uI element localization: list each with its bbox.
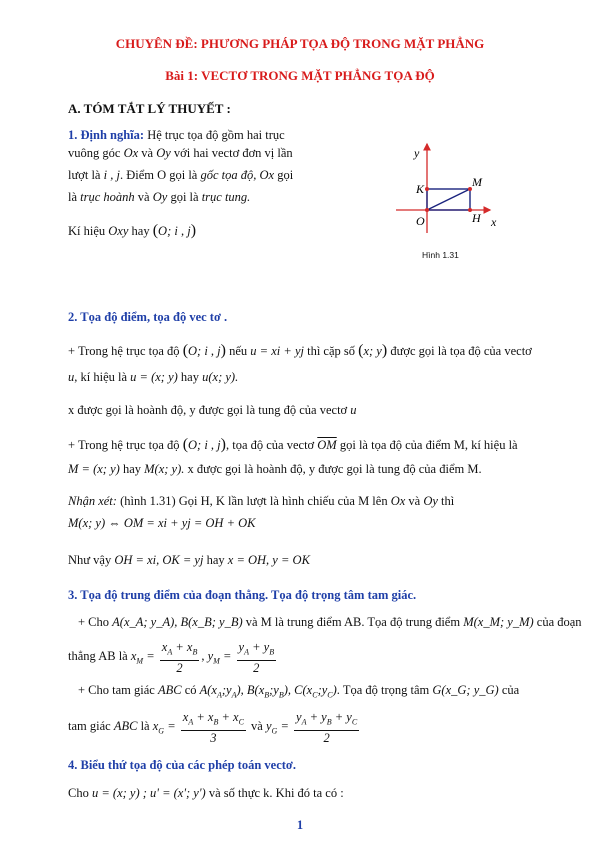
section-4-heading: 4. Biểu thứ tọa độ của các phép toán vectơ. <box>68 758 296 772</box>
coordinate-diagram <box>390 138 510 238</box>
om-segment <box>427 189 470 210</box>
definition-line-4: là trục hoành và Oy gọi là trục tung. <box>68 190 251 204</box>
definition-line-1: 1. Định nghĩa: Hệ trục tọa độ gồm hai trục <box>68 128 285 142</box>
figure-caption: Hình 1.31 <box>422 250 459 260</box>
label-m: M <box>472 175 482 189</box>
section-2-heading: 2. Tọa độ điểm, tọa độ vec tơ . <box>68 310 228 324</box>
sec3-line-3: + Cho tam giác ABC có $A(x_A;y_A)$, $B(x_B;y_B)$, $C(x_C;y_C)$. Tọa độ trọng tâm G(x_G; y_G) của <box>78 683 520 700</box>
label-x: x <box>491 215 497 229</box>
sec4-line-1: Cho u = (x; y) ; u' = (x'; y') và số thực k. Khi đó ta có : <box>68 786 344 800</box>
definition-line-3: lượt là i , j. Điểm O gọi là gốc tọa độ, Ox gọi <box>68 168 294 182</box>
sec3-line-1: + Cho A(x_A; y_A), B(x_B; y_B) và M là trung điểm AB. Tọa độ trung điểm M(x_M; y_M) của đoạn <box>78 615 582 629</box>
sec2-note-line: Nhận xét: (hình 1.31) Gọi H, K lần lượt là hình chiếu của M lên Ox và Oy thì <box>68 494 455 508</box>
point-k <box>425 187 429 191</box>
topic-title: CHUYÊN ĐỀ: PHƯƠNG PHÁP TỌA ĐỘ TRONG MẶT PHẲNG <box>115 36 485 51</box>
sec3-centroid-formula: tam giác ABC là $x_G$ = $\frac{x_A + x_B + x_C}{3}$ và $y_G$ = $\frac{y_A + y_B + y_C}{2}$ <box>68 710 358 745</box>
label-o: O <box>416 214 425 228</box>
point-o <box>425 208 429 212</box>
sec2-line-3: x được gọi là hoành độ, y được gọi là tung độ của vectơ u <box>68 403 357 417</box>
label-y: y <box>414 146 420 160</box>
lesson-title: Bài 1: VECTƠ TRONG MẶT PHẲNG TỌA ĐỘ <box>165 68 435 83</box>
definition-line-2: vuông góc Ox và Oy với hai vectơ đơn vị lần <box>68 146 293 160</box>
label-k: K <box>416 182 425 196</box>
section-a-heading: A. TÓM TẮT LÝ THUYẾT : <box>68 101 231 116</box>
sec2-line-5: M = (x; y) hay M(x; y). x được gọi là hoành độ, y được gọi là tung độ của điểm M. <box>68 462 482 476</box>
sec2-line-1: + Trong hệ trục tọa độ (O; i , j) nếu u = xi + yj thì cặp số (x; y) được gọi là tọa độ của vectơ <box>68 342 532 359</box>
sec2-note-equation: M(x; y) ⇔ OM = xi + yj = OH + OK <box>68 516 256 530</box>
sec2-line-4: + Trong hệ trục tọa độ (O; i , j), tọa độ của vectơ $\overline{OM}$ gọi là tọa độ của điểm M, kí hiệu là <box>68 436 518 453</box>
sec3-midpoint-formula: thẳng AB là $x_M$ = $\frac{x_A + x_B}{2}$ , $y_M$ = $\frac{y_A + y_B}{2}$ <box>68 640 275 675</box>
coordinate-figure <box>390 138 510 238</box>
sec2-summary-line: Như vậy OH = xi, OK = yj hay x = OH, y = OK <box>68 553 310 567</box>
sec2-line-2: u, kí hiệu là u = (x; y) hay u(x; y). <box>68 370 239 384</box>
section-3-heading: 3. Tọa độ trung điểm của đoạn thẳng. Tọa độ trọng tâm tam giác. <box>68 588 417 602</box>
page-number: 1 <box>296 818 304 832</box>
notation-line: Kí hiệu Oxy hay (O; i , j) <box>68 222 197 239</box>
label-h: H <box>472 211 481 225</box>
